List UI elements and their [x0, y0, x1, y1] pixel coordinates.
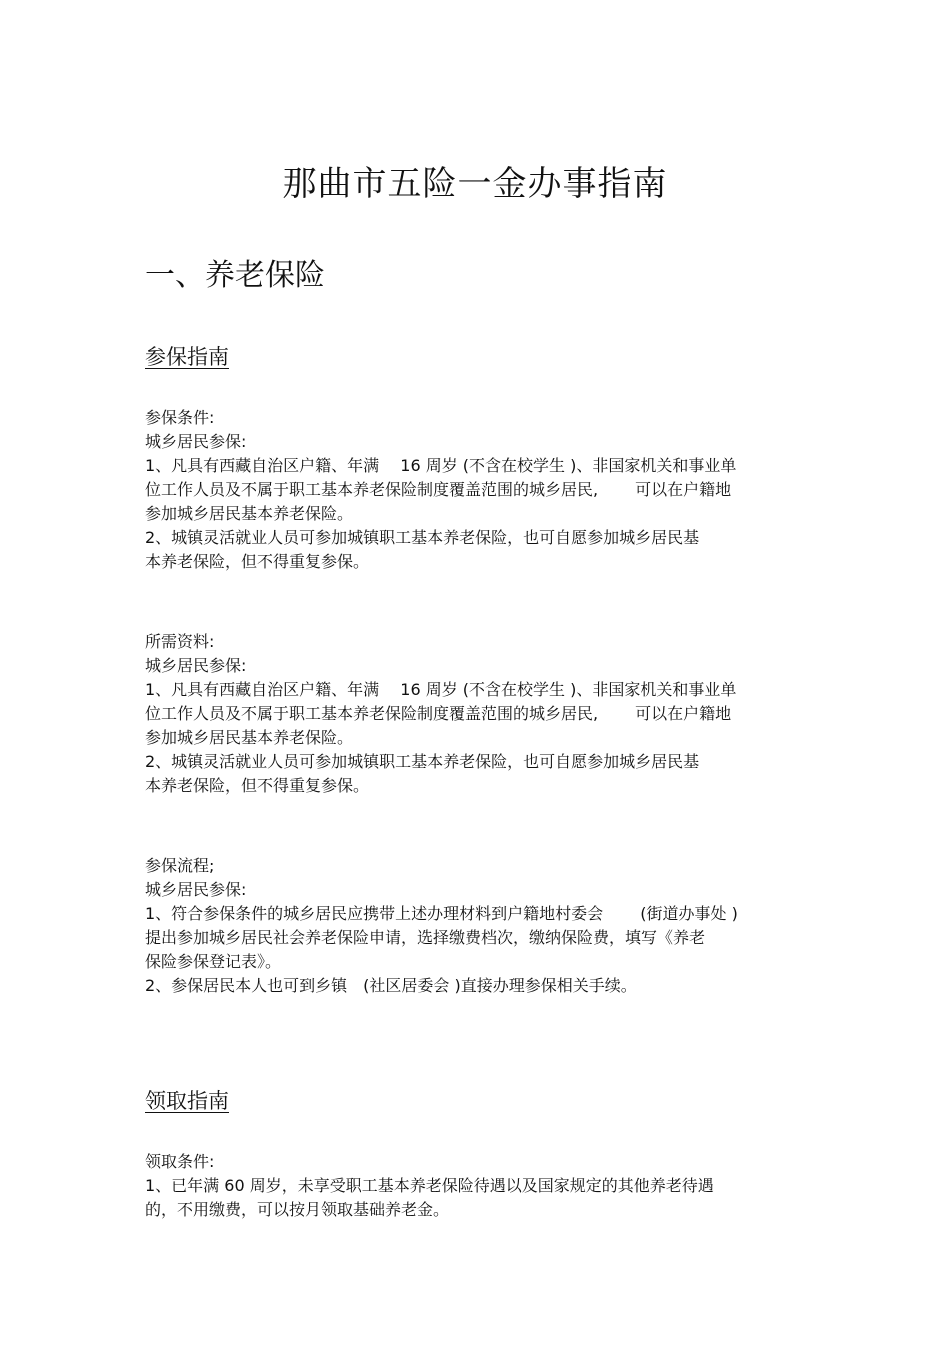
- text-line: 参加城乡居民基本养老保险。: [145, 728, 354, 747]
- block-claim-conditions: [145, 1150, 815, 1222]
- text-line: 2、城镇灵活就业人员可参加城镇职工基本养老保险，也可自愿参加城乡居民基: [145, 752, 700, 771]
- text-line: 保险参保登记表》。: [145, 952, 282, 971]
- text-line: 位工作人员及不属于职工基本养老保险制度覆盖范围的城乡居民, 可以在户籍地: [145, 480, 732, 499]
- block-label: 所需资料:: [145, 632, 215, 651]
- text-line: 1、凡具有西藏自治区户籍、年满 16 周岁 (不含在校学生 )、非国家机关和事业单: [145, 456, 737, 475]
- text-line: 1、符合参保条件的城乡居民应携带上述办理材料到户籍地村委会 (街道办事处 ): [145, 904, 738, 923]
- document-title: 那曲市五险一金办事指南: [282, 164, 668, 204]
- text-line: 1、已年满 60 周岁，未享受职工基本养老保险待遇以及国家规定的其他养老待遇: [145, 1176, 714, 1195]
- text-line: 参加城乡居民基本养老保险。: [145, 504, 354, 523]
- block-enrollment-process: [145, 854, 815, 998]
- subheading-claim-guide: 领取指南: [145, 1089, 229, 1113]
- text-line: 2、参保居民本人也可到乡镇 (社区居委会 )直接办理参保相关手续。: [145, 976, 637, 995]
- block-label: 参保条件:: [145, 408, 215, 427]
- block-group: 城乡居民参保:: [145, 880, 247, 899]
- block-label: 领取条件:: [145, 1152, 215, 1171]
- text-line: 本养老保险，但不得重复参保。: [145, 552, 370, 571]
- block-group: 城乡居民参保:: [145, 432, 247, 451]
- text-line: 位工作人员及不属于职工基本养老保险制度覆盖范围的城乡居民, 可以在户籍地: [145, 704, 732, 723]
- block-enrollment-conditions: [145, 406, 815, 574]
- text-line: 2、城镇灵活就业人员可参加城镇职工基本养老保险，也可自愿参加城乡居民基: [145, 528, 700, 547]
- subheading-enrollment-guide: 参保指南: [145, 345, 229, 369]
- text-line: 本养老保险，但不得重复参保。: [145, 776, 370, 795]
- block-required-materials: [145, 630, 815, 798]
- block-label: 参保流程;: [145, 856, 215, 875]
- section-heading-pension: 一、养老保险: [145, 258, 325, 293]
- text-line: 提出参加城乡居民社会养老保险申请，选择缴费档次，缴纳保险费，填写《养老: [145, 928, 706, 947]
- text-line: 1、凡具有西藏自治区户籍、年满 16 周岁 (不含在校学生 )、非国家机关和事业单: [145, 680, 737, 699]
- text-line: 的，不用缴费，可以按月领取基础养老金。: [145, 1200, 450, 1219]
- block-group: 城乡居民参保:: [145, 656, 247, 675]
